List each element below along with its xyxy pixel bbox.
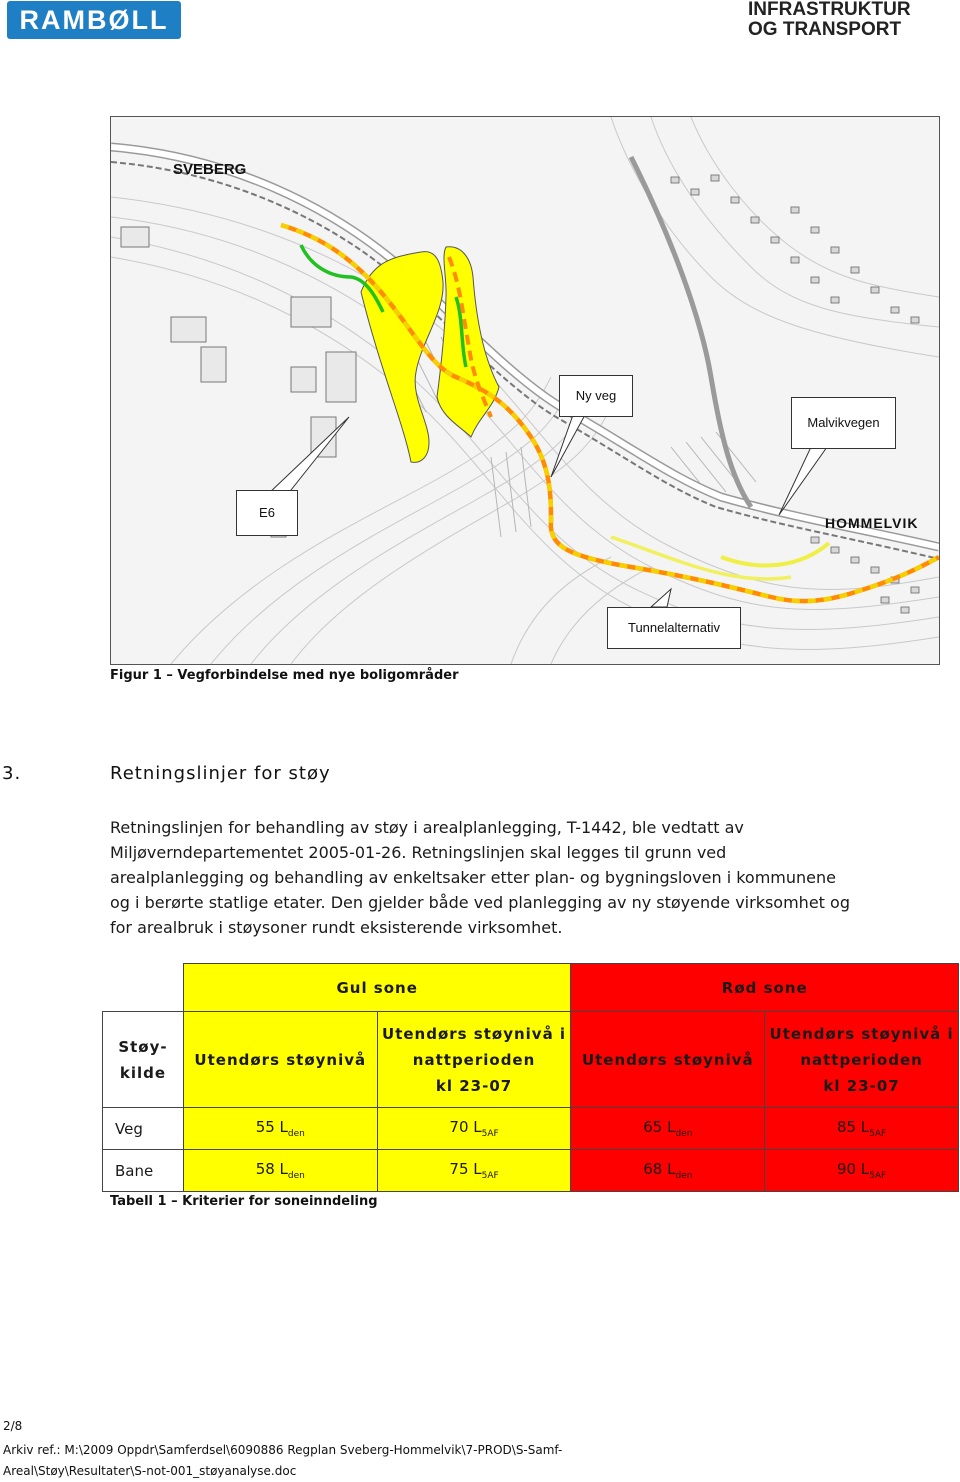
- yellow-night-header: [377, 1012, 571, 1108]
- paragraph-line: for arealbruk i støysoner rundt eksisterende virksomhet.: [110, 918, 563, 937]
- red-night-header: [765, 1012, 959, 1108]
- cell-value: 65 L: [643, 1118, 676, 1136]
- night-header-line-3: kl 23-07: [435, 1076, 513, 1095]
- houses-cluster: [671, 175, 919, 613]
- callout-e6-text: E6: [259, 505, 275, 520]
- section-number: 3.: [2, 763, 22, 784]
- zone-yellow-header: Gul sone: [183, 964, 571, 1012]
- map-drawing: [111, 117, 939, 664]
- cell-value: 70 L: [449, 1118, 482, 1136]
- table-row: [103, 1108, 959, 1150]
- cell-yellow-outdoor: [183, 1150, 377, 1192]
- row-source: Veg: [103, 1108, 184, 1150]
- tunnel-alternative-line-2: [721, 543, 829, 565]
- night-header-line-1: Utendørs støynivå i: [382, 1024, 567, 1043]
- brand-title: [748, 0, 948, 40]
- paragraph-line: Retningslinjen for behandling av støy i arealplanlegging, T-1442, ble vedtatt av: [110, 818, 744, 837]
- section-paragraph: [110, 815, 930, 940]
- callout-ny-veg-text: Ny veg: [575, 388, 617, 403]
- cell-yellow-night: [377, 1150, 571, 1192]
- zone-red-header: Rød sone: [571, 964, 959, 1012]
- cell-subscript: 5AF: [481, 1129, 499, 1139]
- zone-header-row: [103, 964, 959, 1012]
- cell-subscript: den: [287, 1129, 305, 1139]
- label-hommelvik: HOMMELVIK: [825, 515, 919, 531]
- section-heading: [2, 763, 331, 784]
- map-figure: [110, 116, 940, 665]
- source-header-line-2: kilde: [119, 1063, 167, 1082]
- callout-ny-veg: [559, 375, 633, 417]
- cell-yellow-night: [377, 1108, 571, 1150]
- cell-red-night: [765, 1150, 959, 1192]
- empty-corner-cell: [103, 964, 184, 1012]
- archive-reference: [3, 1440, 562, 1482]
- cell-red-night: [765, 1108, 959, 1150]
- column-header-row: [103, 1012, 959, 1108]
- cell-yellow-outdoor: [183, 1108, 377, 1150]
- callout-tunnelalternativ: [607, 607, 741, 649]
- cell-value: 85 L: [836, 1118, 870, 1136]
- red-outdoor-header: Utendørs støynivå: [571, 1012, 765, 1108]
- night-header-line-1: Utendørs støynivå i: [769, 1024, 954, 1043]
- cell-value: 58 L: [255, 1160, 288, 1178]
- paragraph-line: arealplanlegging og behandling av enkeltsaker etter plan- og bygningsloven i kommunene: [110, 868, 836, 887]
- row-source: Bane: [103, 1150, 184, 1192]
- callout-malvikvegen-text: Malvikvegen: [807, 415, 880, 430]
- brand-line-2: OG TRANSPORT: [748, 19, 902, 40]
- brand-line-1: INFRASTRUKTUR: [748, 0, 911, 20]
- contour-lines: [111, 117, 939, 664]
- night-header-line-3: kl 23-07: [823, 1076, 900, 1095]
- cell-value: 75 L: [449, 1160, 482, 1178]
- table-row: [103, 1150, 959, 1192]
- cell-subscript: 5AF: [869, 1171, 887, 1181]
- cell-value: 90 L: [836, 1160, 870, 1178]
- paragraph-line: og i berørte statlige etater. Den gjelder både ved planlegging av ny støyende virksomhet og: [110, 893, 850, 912]
- callout-malvikvegen: [791, 397, 896, 449]
- archive-line-2: Areal\Støy\Resultater\S-not-001_støyanalyse.doc: [3, 1464, 297, 1478]
- cell-subscript: den: [287, 1171, 305, 1181]
- ramboll-logo: RAMBØLL: [7, 1, 181, 39]
- callout-e6: [236, 490, 298, 536]
- night-header-line-2: nattperioden: [800, 1050, 923, 1069]
- cell-value: 68 L: [643, 1160, 676, 1178]
- cell-red-outdoor: [571, 1150, 765, 1192]
- cell-subscript: 5AF: [869, 1129, 887, 1139]
- section-title: Retningslinjer for støy: [110, 763, 331, 784]
- figure-caption: Figur 1 – Vegforbindelse med nye boligområder: [110, 668, 459, 683]
- label-sveberg: SVEBERG: [173, 161, 247, 178]
- table-caption: Tabell 1 – Kriterier for soneinndeling: [110, 1194, 378, 1209]
- paragraph-line: Miljøverndepartementet 2005-01-26. Retningslinjen skal legges til grunn ved: [110, 843, 727, 862]
- cell-red-outdoor: [571, 1108, 765, 1150]
- cell-subscript: den: [675, 1171, 693, 1181]
- callout-tunnelalternativ-text: Tunnelalternativ: [627, 620, 720, 635]
- archive-line-1: Arkiv ref.: M:\2009 Oppdr\Samferdsel\6090886 Regplan Sveberg-Hommelvik\7-PROD\S-Samf-: [3, 1443, 563, 1457]
- noise-zone-table: [102, 963, 959, 1192]
- source-column-header: [103, 1012, 184, 1108]
- yellow-outdoor-header: Utendørs støynivå: [183, 1012, 377, 1108]
- cell-subscript: den: [675, 1129, 693, 1139]
- cell-subscript: 5AF: [481, 1171, 499, 1181]
- night-header-line-2: nattperioden: [412, 1050, 536, 1069]
- source-header-line-1: Støy-: [118, 1037, 168, 1056]
- cell-value: 55 L: [255, 1118, 288, 1136]
- page-number: 2/8: [3, 1419, 23, 1433]
- tunnel-alternative-line: [611, 537, 791, 579]
